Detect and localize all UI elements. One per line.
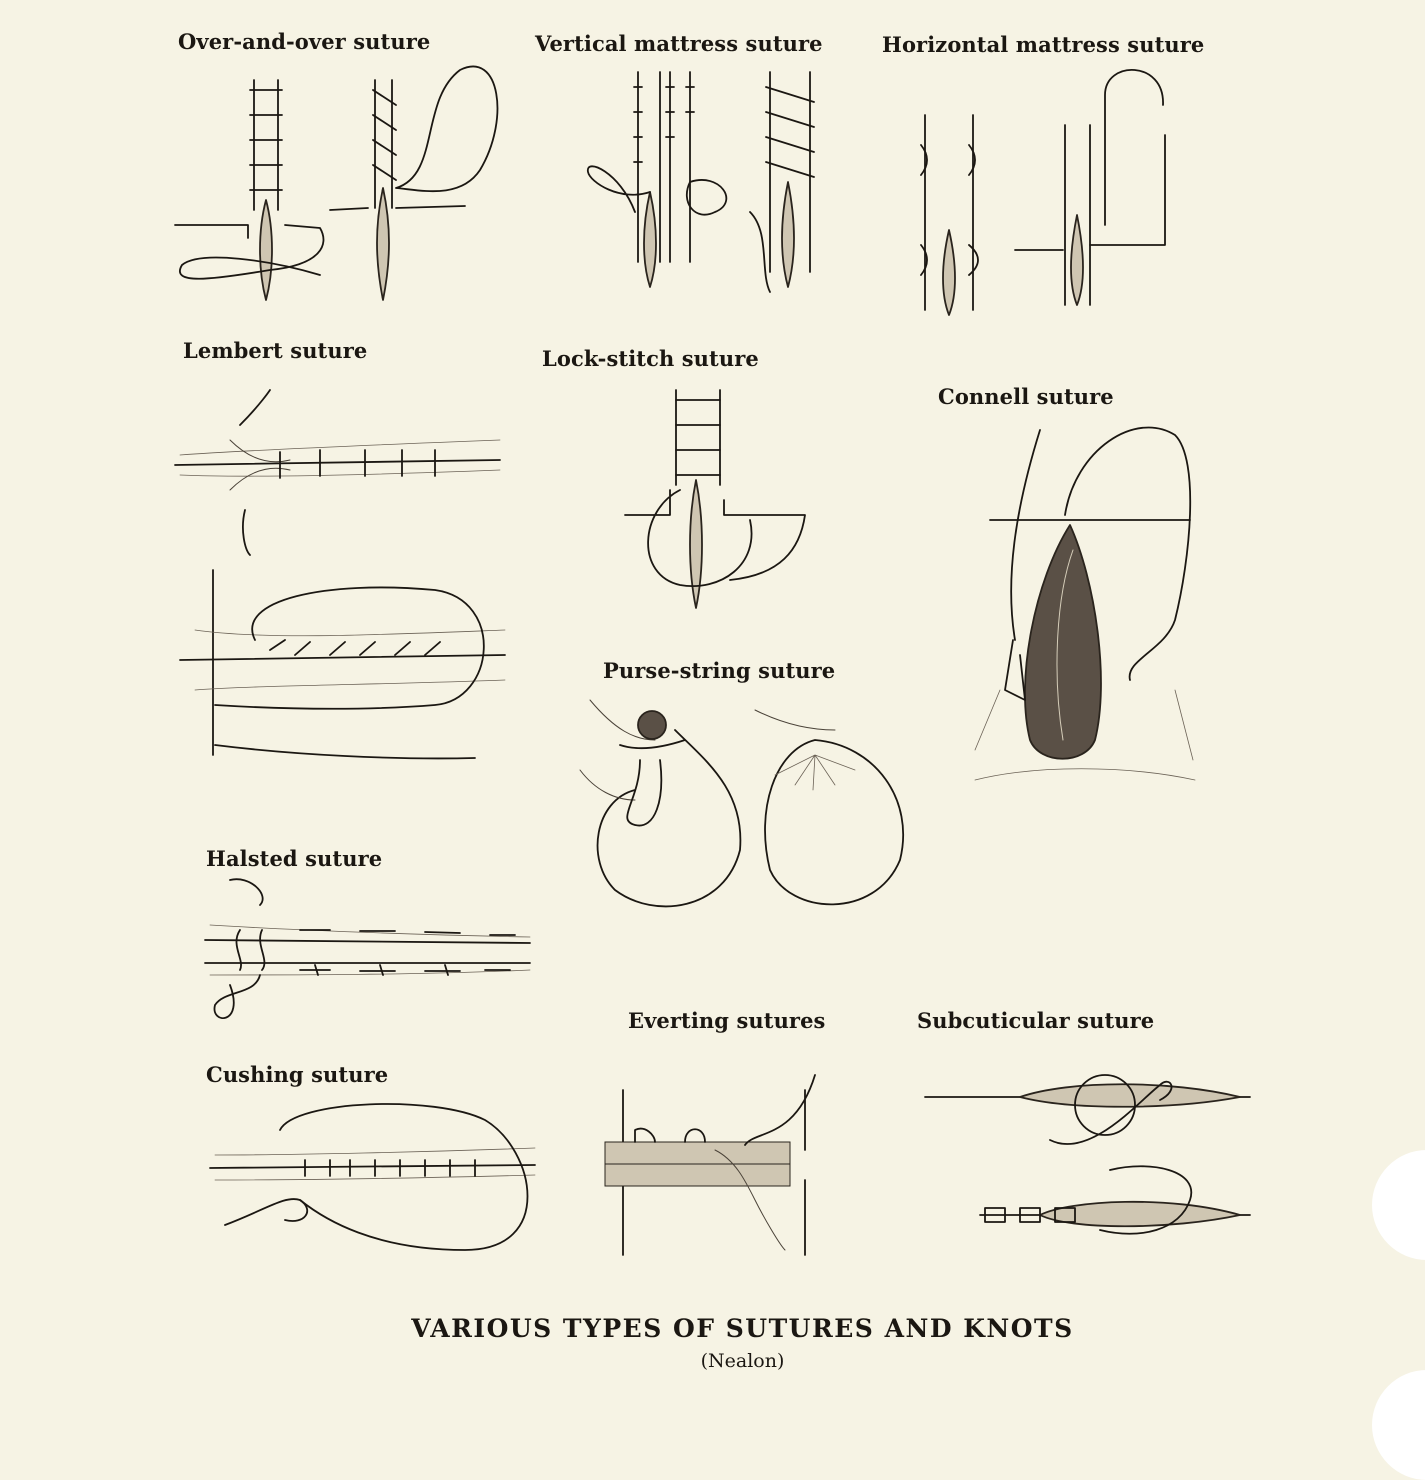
halsted-illustration: [200, 875, 540, 1030]
label-vertical-mattress: Vertical mattress suture: [535, 31, 823, 56]
lembert-illustration-upper: [170, 390, 510, 560]
over-and-over-illustration: [170, 60, 510, 310]
vertical-mattress-illustration: [580, 62, 840, 292]
connell-illustration: [975, 420, 1200, 785]
horizontal-mattress-illustration: [905, 65, 1205, 325]
everting-illustration: [595, 1070, 835, 1260]
lembert-illustration-lower: [175, 560, 515, 770]
figure-title: VARIOUS TYPES OF SUTURES AND KNOTS: [411, 1314, 1074, 1343]
purse-string-illustration: [575, 690, 915, 925]
label-lock-stitch: Lock-stitch suture: [542, 346, 759, 371]
label-horizontal-mattress: Horizontal mattress suture: [882, 32, 1205, 57]
lock-stitch-illustration: [620, 380, 820, 615]
label-lembert: Lembert suture: [183, 338, 368, 363]
label-cushing: Cushing suture: [206, 1062, 389, 1087]
label-halsted: Halsted suture: [206, 846, 383, 871]
label-connell: Connell suture: [938, 384, 1114, 409]
subcuticular-illustration: [920, 1040, 1260, 1265]
label-subcuticular: Subcuticular suture: [917, 1008, 1155, 1033]
binding-notch: [1372, 1370, 1425, 1480]
label-everting: Everting sutures: [628, 1008, 826, 1033]
label-purse-string: Purse-string suture: [603, 658, 836, 683]
cushing-illustration: [205, 1100, 545, 1260]
binding-notch: [1372, 1150, 1425, 1260]
figure-author: (Nealon): [700, 1350, 785, 1372]
label-over-and-over: Over-and-over suture: [178, 29, 431, 54]
